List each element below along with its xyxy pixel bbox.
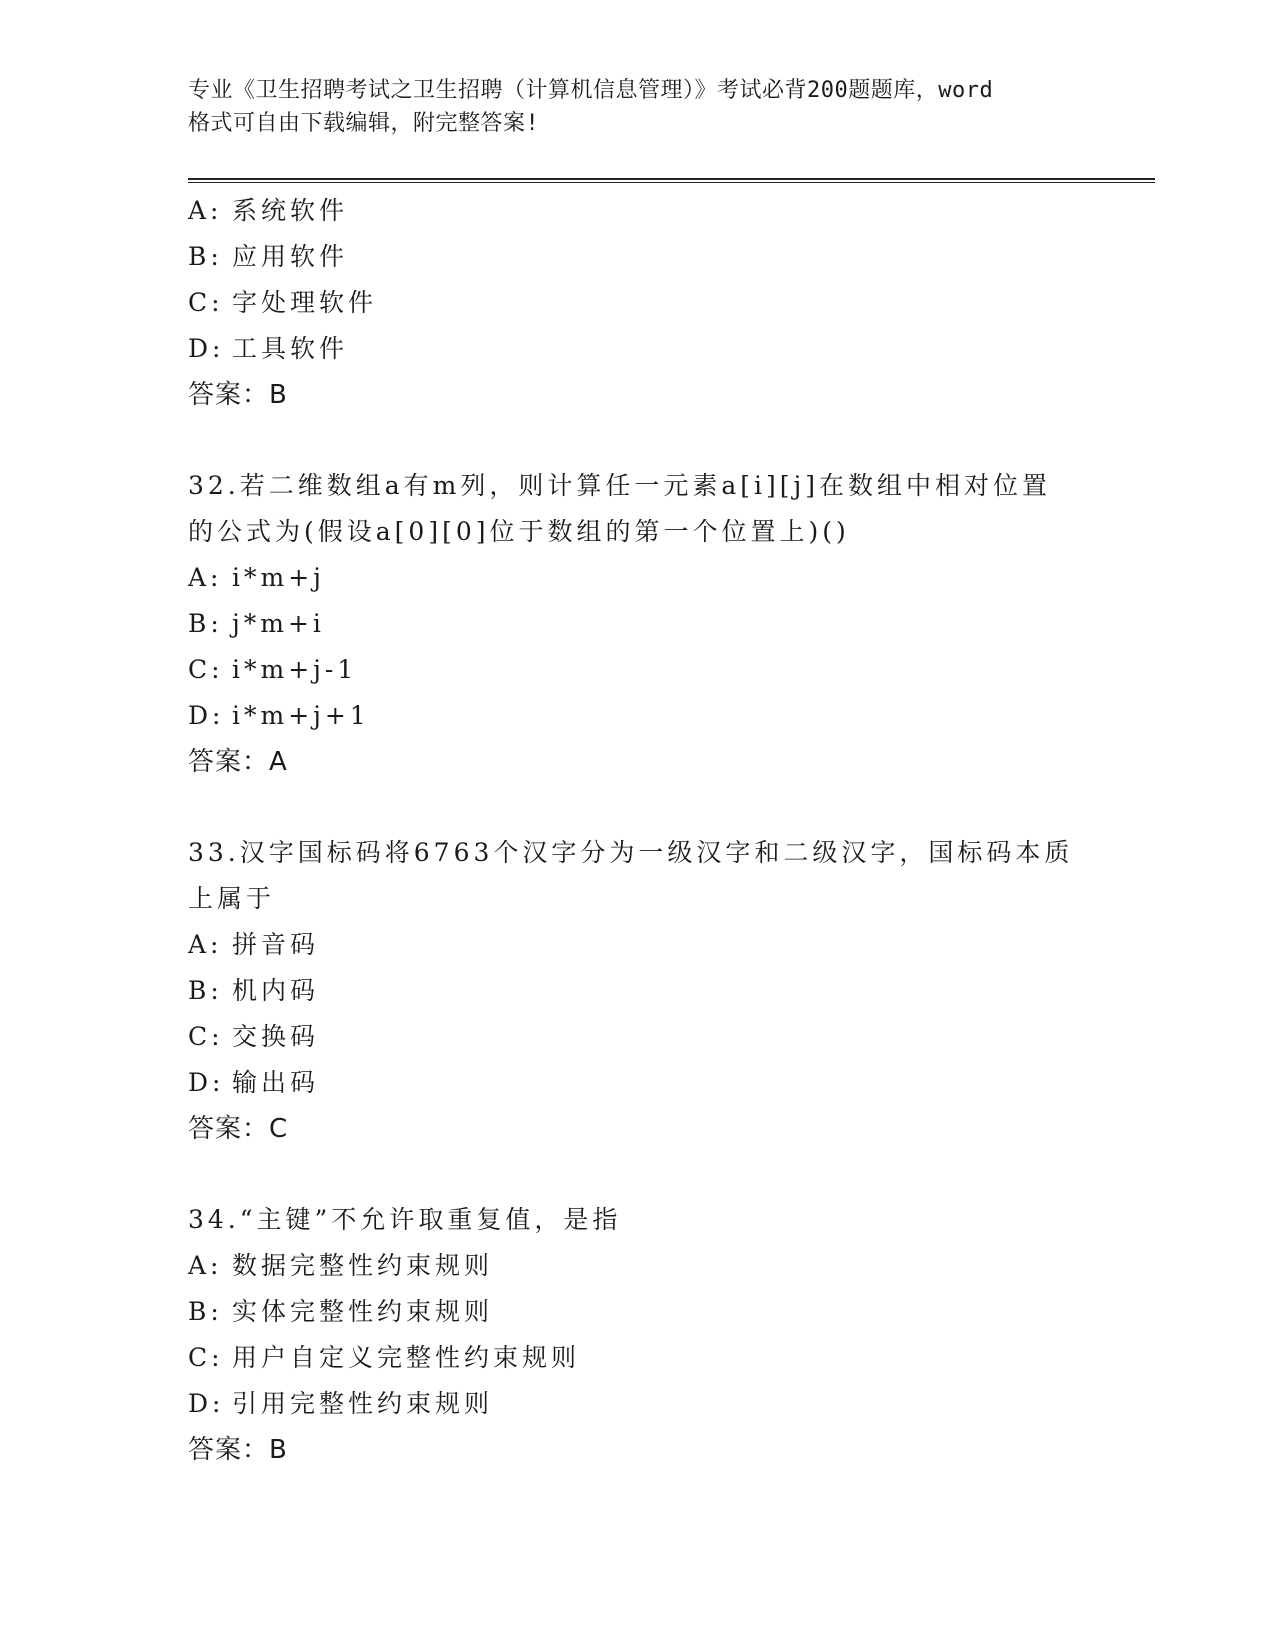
answer-option [188, 1289, 1118, 1335]
answer-option [188, 1381, 1118, 1427]
option-label: D: [188, 1389, 225, 1418]
option-label: C: [188, 655, 224, 684]
option-text: 拼音码 [232, 930, 320, 959]
option-label: D: [188, 701, 225, 730]
answer-option [188, 326, 1118, 372]
answer-option [188, 601, 1118, 647]
option-text: 数据完整性约束规则 [232, 1251, 494, 1280]
answer-option [188, 188, 1118, 234]
option-label: A: [188, 930, 223, 959]
question-block [188, 418, 1118, 785]
answer-option [188, 647, 1118, 693]
option-text: 字处理软件 [232, 288, 378, 317]
option-label: B: [188, 1297, 223, 1326]
answer-option [188, 1060, 1118, 1106]
option-label: B: [188, 976, 223, 1005]
option-label: C: [188, 288, 224, 317]
header-line-1: 专业《卫生招聘考试之卫生招聘（计算机信息管理）》考试必背200题题库，word [188, 78, 994, 103]
block-spacer [188, 418, 1118, 463]
option-text: 应用软件 [232, 242, 349, 271]
question-text: 34.“主键”不允许取重复值，是指 [188, 1205, 622, 1234]
answer-key: 答案：B [188, 380, 288, 410]
option-text: 用户自定义完整性约束规则 [232, 1343, 581, 1372]
question-block [188, 1152, 1118, 1473]
option-text: i*m+j+1 [232, 701, 370, 730]
option-text: 工具软件 [232, 334, 349, 363]
option-text: 系统软件 [232, 196, 349, 225]
option-label: A: [188, 563, 223, 592]
answer-option [188, 693, 1118, 739]
question-text: 33.汉字国标码将6763个汉字分为一级汉字和二级汉字，国标码本质 [188, 838, 1074, 867]
option-label: B: [188, 609, 223, 638]
answer-option [188, 1014, 1118, 1060]
question-text: 32.若二维数组a有m列，则计算任一元素a[i][j]在数组中相对位置 [188, 471, 1052, 500]
answer-key: 答案：C [188, 1114, 289, 1144]
option-label: D: [188, 334, 225, 363]
answer-option [188, 280, 1118, 326]
answer-option [188, 922, 1118, 968]
document-header [188, 74, 1088, 140]
question-block [188, 785, 1118, 1152]
option-label: D: [188, 1068, 225, 1097]
question-text: 上属于 [188, 884, 276, 913]
option-text: j*m+i [232, 609, 325, 638]
block-spacer [188, 1152, 1118, 1197]
option-text: 实体完整性约束规则 [232, 1297, 494, 1326]
answer-option [188, 234, 1118, 280]
option-text: 交换码 [232, 1022, 320, 1051]
answer-key: 答案：A [188, 747, 288, 777]
option-text: 输出码 [232, 1068, 320, 1097]
block-spacer [188, 785, 1118, 830]
option-text: 引用完整性约束规则 [232, 1389, 494, 1418]
option-label: B: [188, 242, 223, 271]
option-text: 机内码 [232, 976, 320, 1005]
option-text: i*m+j-1 [232, 655, 358, 684]
answer-key: 答案：B [188, 1435, 288, 1465]
answer-option [188, 555, 1118, 601]
option-label: C: [188, 1343, 224, 1372]
option-label: A: [188, 196, 223, 225]
answer-option [188, 968, 1118, 1014]
question-block [188, 188, 1118, 418]
header-divider [188, 178, 1155, 183]
option-label: A: [188, 1251, 223, 1280]
answer-option [188, 1243, 1118, 1289]
question-text: 的公式为(假设a[0][0]位于数组的第一个位置上)() [188, 517, 850, 546]
option-text: i*m+j [232, 563, 325, 592]
answer-option [188, 1335, 1118, 1381]
header-line-2: 格式可自由下载编辑，附完整答案! [188, 111, 540, 136]
option-label: C: [188, 1022, 224, 1051]
question-list [188, 188, 1118, 1473]
